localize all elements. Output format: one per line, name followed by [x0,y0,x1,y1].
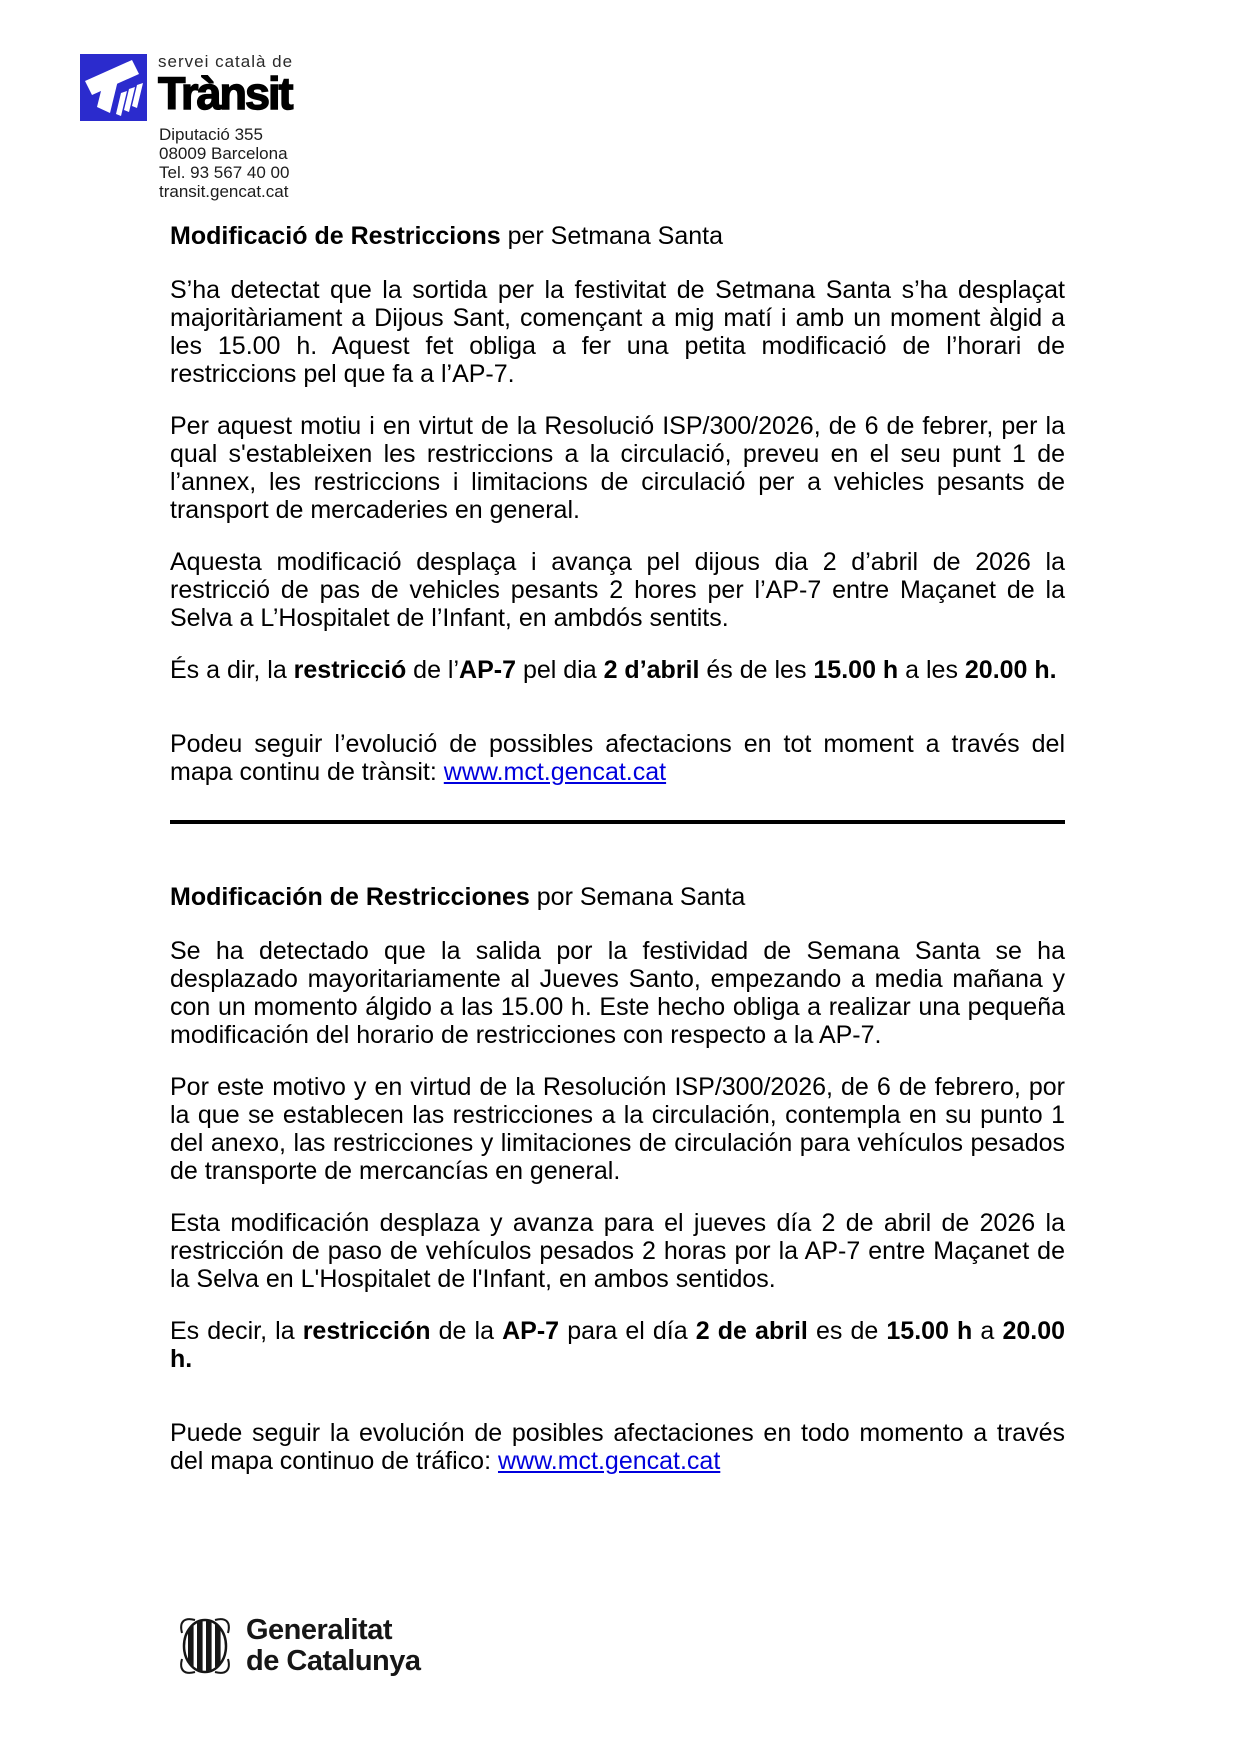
paragraph-ca-2 [170,412,1065,524]
text-run: Se ha detectado que la salida por la festividad de Semana Santa se ha desplazado mayoritariamente al Jueves Santo, empezando a media mañana y con un momento álgido a las 15.00 h. Este hecho obliga a realizar una pequeña modificación del horario de restricciones con respecto a la AP-7. [170,937,1065,1049]
text-run: és de les [699,656,814,684]
paragraph-es-1 [170,937,1065,1049]
paragraph-ca-3 [170,548,1065,632]
address-web: transit.gencat.cat [159,182,289,201]
address-city: 08009 Barcelona [159,144,288,163]
paragraph-es-summary [170,1317,1065,1373]
brand-block [158,53,293,117]
text-run: para el día [559,1317,696,1345]
text-run: de la [430,1317,503,1345]
footer-gov-block [178,1615,421,1677]
generalitat-emblem-icon [178,1616,232,1676]
brand-pretitle: servei català de [158,52,294,71]
paragraph-es-3 [170,1209,1065,1293]
mct-gencat-link[interactable]: www.mct.gencat.cat [443,758,667,786]
paragraph-ca-summary [170,656,1065,684]
text-run: por Semana Santa [529,883,746,911]
bold-text-run: 15.00 h [813,656,899,684]
paragraph-ca-1 [170,276,1065,388]
section-divider [170,820,1065,824]
bold-text-run: restricció [293,656,407,684]
text-run: S’ha detectat que la sortida per la festivitat de Setmana Santa s’ha desplaçat majoritàriament a Dijous Sant, començant a mig matí i amb un moment àlgid a les 15.00 h. Aquest fet obliga a fer una petita modificació de l’horari de restriccions pel que fa a l’AP-7. [170,276,1065,388]
text-run: de l’ [406,656,460,684]
section-catalan [170,222,1065,810]
address-phone: Tel. 93 567 40 00 [159,163,290,182]
text-run: És a dir, la [170,656,294,684]
text-run: Es decir, la [170,1317,303,1345]
bold-text-run: AP-7 [459,656,517,684]
title-spanish [170,883,1065,911]
bold-text-run: 15.00 h [886,1317,973,1345]
brand-name: Trànsit [158,68,292,119]
text-run: Esta modificación desplaza y avanza para el jueves día 2 de abril de 2026 la restricción de paso de vehículos pesados 2 horas por la AP-7 entre Maçanet de la Selva en L'Hospitalet de l'Infant, en ambos sentidos. [170,1209,1065,1293]
section-spanish [170,883,1065,1499]
paragraph-es-2 [170,1073,1065,1185]
transit-logo-icon [80,54,147,121]
text-run: Podeu seguir l’evolució de possibles afectacions en tot moment a través del mapa continu de trànsit: [170,730,1065,786]
bold-text-run: Modificació de Restriccions [170,222,501,250]
text-run: per Setmana Santa [500,222,724,250]
paragraph-ca-link [170,730,1065,786]
gov-line2: de Catalunya [246,1645,421,1677]
text-run: a [972,1317,1003,1345]
text-run: Per aquest motiu i en virtut de la Resolució ISP/300/2026, de 6 de febrer, per la qual s'estableixen les restriccions a la circulació, preveu en el seu punt 1 de l’annex, les restriccions i limitacions de circulació per a vehicles pesants de transport de mercaderies en general. [170,412,1065,524]
paragraph-es-link [170,1419,1065,1475]
text-run: es de [807,1317,887,1345]
bold-text-run: restricción [302,1317,431,1345]
text-run: pel dia [516,656,604,684]
address-block [159,125,289,201]
bold-text-run: 2 de abril [695,1317,808,1345]
bold-text-run: 20.00 h. [964,656,1057,684]
text-run: Puede seguir la evolución de posibles afectaciones en todo momento a través del mapa continuo de tráfico: [170,1419,1065,1475]
mct-gencat-link[interactable]: www.mct.gencat.cat [497,1447,721,1475]
bold-text-run: AP-7 [502,1317,560,1345]
text-run: Por este motivo y en virtud de la Resolución ISP/300/2026, de 6 de febrero, por la que se establecen las restricciones a la circulación, contempla en su punto 1 del anexo, las restricciones y limitaciones de circulación para vehículos pesados de transporte de mercancías en general. [170,1073,1065,1185]
title-catalan [170,222,1065,250]
address-street: Diputació 355 [159,125,263,144]
gov-line1: Generalitat [246,1614,392,1646]
gov-wordmark [246,1615,421,1677]
bold-text-run: 2 d’abril [603,656,700,684]
text-run: Aquesta modificació desplaça i avança pel dijous dia 2 d’abril de 2026 la restricció de pas de vehicles pesants 2 hores per l’AP-7 entre Maçanet de la Selva a L’Hospitalet de l’Infant, en ambdós sentits. [170,548,1065,632]
bold-text-run: Modificación de Restricciones [170,883,530,911]
text-run: a les [898,656,965,684]
bold-text-run: 20.00 h. [170,1317,1066,1373]
